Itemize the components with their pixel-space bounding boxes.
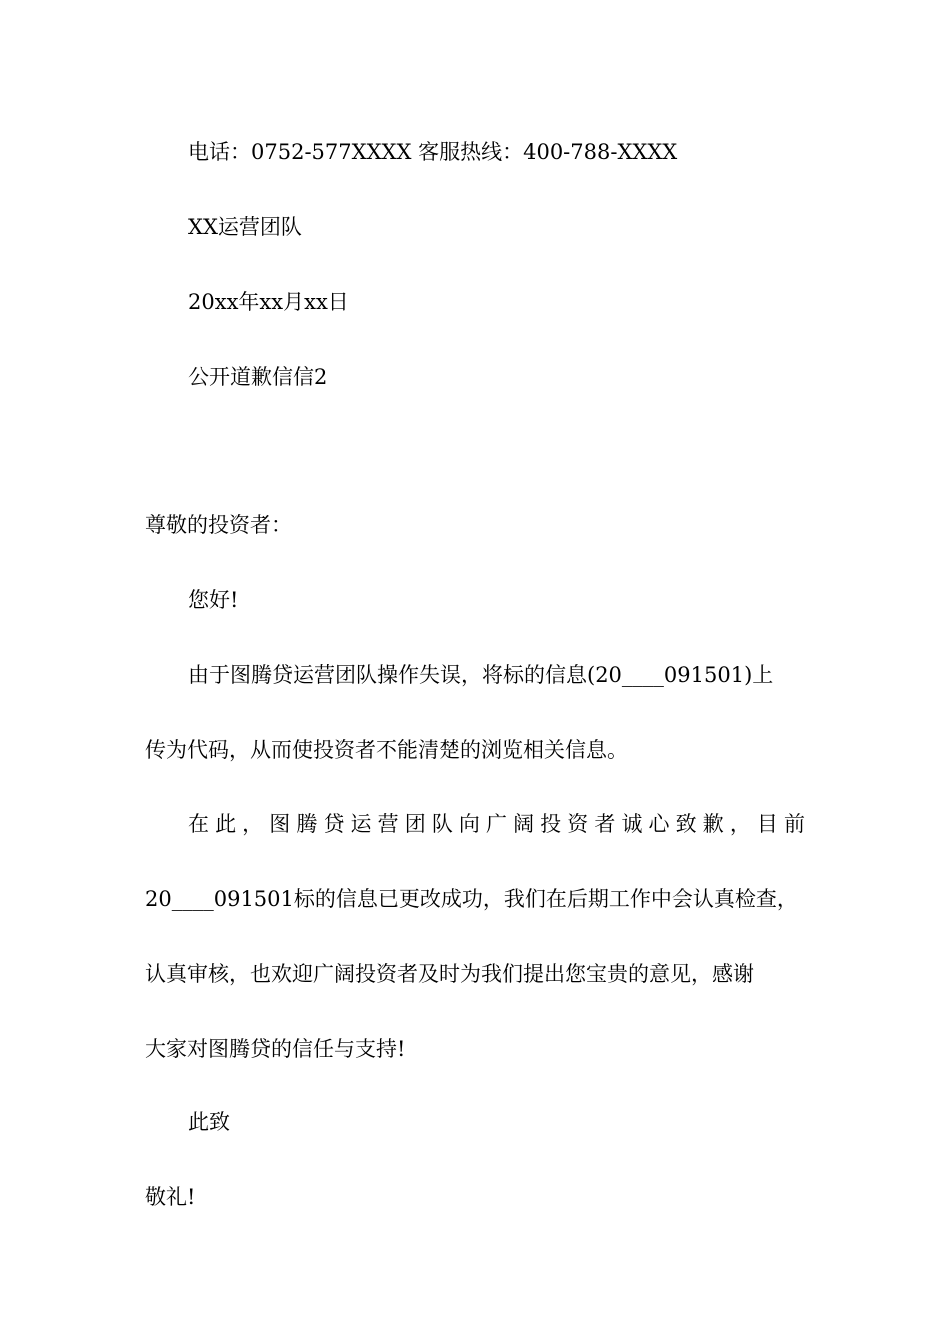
contact-line: 电话：0752-577XXXX 客服热线：400-788-XXXX (188, 140, 678, 164)
paragraph1-line2: 传为代码，从而使投资者不能清楚的浏览相关信息。 (145, 738, 628, 762)
team-signature: XX运营团队 (188, 215, 302, 239)
paragraph2-line2: 20____091501标的信息已更改成功，我们在后期工作中会认真检查， (145, 887, 798, 911)
letter-title: 公开道歉信信2 (188, 365, 328, 389)
salutation: 尊敬的投资者： (145, 513, 292, 537)
paragraph1-line1: 由于图腾贷运营团队操作失误，将标的信息(20____091501)上 (188, 663, 774, 687)
paragraph2-line1: 在此，图腾贷运营团队向广阔投资者诚心致歉，目前 (188, 812, 805, 836)
letter-date: 20xx年xx月xx日 (188, 290, 349, 314)
closing-regards: 此致 (188, 1110, 230, 1134)
closing-salute: 敬礼! (145, 1185, 196, 1209)
greeting: 您好! (188, 588, 239, 612)
paragraph2-line4: 大家对图腾贷的信任与支持! (145, 1037, 406, 1061)
paragraph2-line3: 认真审核，也欢迎广阔投资者及时为我们提出您宝贵的意见，感谢 (145, 962, 754, 986)
